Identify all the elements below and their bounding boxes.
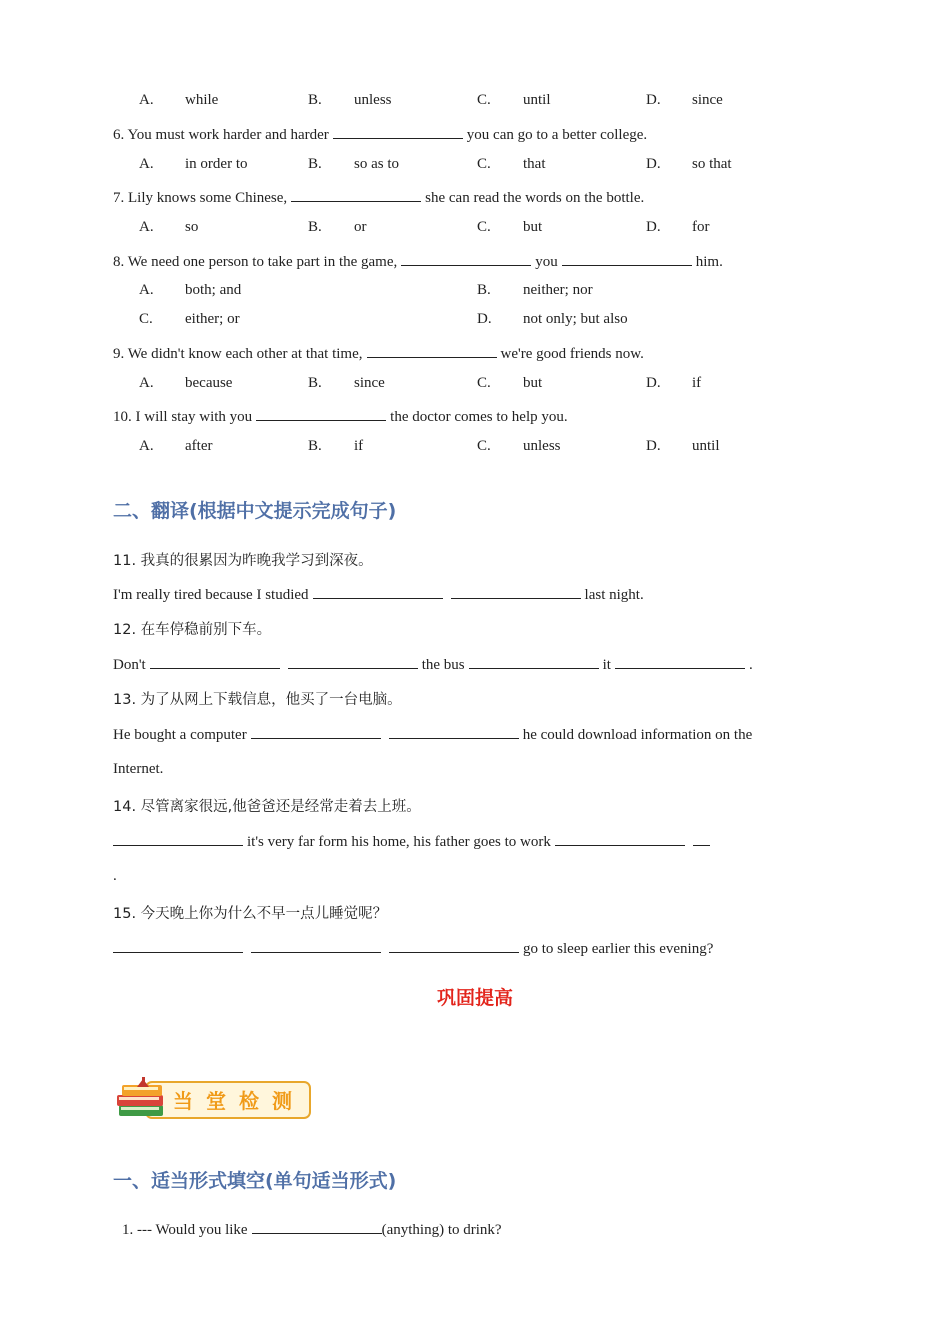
option-letter: D. <box>646 438 661 454</box>
q13-chinese: 13. 为了从网上下载信息，他买了一台电脑。 <box>113 692 402 708</box>
answer-blank[interactable] <box>469 654 599 669</box>
option-text: until <box>523 92 551 108</box>
option-text: but <box>523 375 543 391</box>
q14-english <box>113 831 714 851</box>
option-letter: A. <box>139 375 154 391</box>
answer-blank[interactable] <box>252 1219 382 1234</box>
option-text: until <box>692 438 720 454</box>
q12-chinese: 12. 在车停稳前别下车。 <box>113 622 272 638</box>
section-heading-translation: 二、翻译(根据中文提示完成句子) <box>113 500 397 522</box>
question-7 <box>113 187 644 207</box>
in-class-test-banner <box>113 1075 309 1121</box>
answer-blank[interactable] <box>333 124 463 139</box>
option-letter: B. <box>308 438 322 454</box>
answer-blank[interactable] <box>615 654 745 669</box>
option-letter: B. <box>308 92 322 108</box>
option-text: that <box>523 156 546 172</box>
question-text: 6. You must work harder and harder <box>113 127 329 143</box>
answer-blank[interactable] <box>113 831 243 846</box>
question-8 <box>113 251 723 271</box>
answer-blank[interactable] <box>401 251 531 266</box>
answer-blank[interactable] <box>251 724 381 739</box>
option-text: if <box>354 438 364 454</box>
option-text: because <box>185 375 233 391</box>
question-text: Don't <box>113 657 146 673</box>
question-text: it's very far form his home, his father goes to work <box>247 834 551 850</box>
option-letter: A. <box>139 156 154 172</box>
answer-blank[interactable] <box>291 187 421 202</box>
option-letter: A. <box>139 438 154 454</box>
option-letter: C. <box>477 438 491 454</box>
books-icon <box>113 1075 173 1125</box>
answer-blank[interactable] <box>389 938 519 953</box>
option-letter: A. <box>139 92 154 108</box>
option-text: if <box>692 375 702 391</box>
question-text: He bought a computer <box>113 727 247 743</box>
question-9 <box>113 343 644 363</box>
question-text: 8. We need one person to take part in the game, <box>113 254 398 270</box>
question-text: the doctor comes to help you. <box>390 409 568 425</box>
option-letter: B. <box>308 156 322 172</box>
option-letter: C. <box>477 375 491 391</box>
option-text: not only; but also <box>523 311 628 327</box>
option-text: unless <box>354 92 392 108</box>
answer-blank[interactable] <box>251 938 381 953</box>
answer-blank[interactable] <box>113 938 243 953</box>
answer-blank[interactable] <box>367 343 497 358</box>
answer-blank[interactable] <box>288 654 418 669</box>
option-text: so <box>185 219 199 235</box>
answer-blank[interactable] <box>150 654 280 669</box>
question-text: last night. <box>584 587 644 603</box>
option-letter: C. <box>139 311 153 327</box>
q14-english-end: . <box>113 868 117 884</box>
question-1 <box>122 1219 502 1239</box>
question-text: (anything) to drink? <box>381 1222 502 1238</box>
answer-blank[interactable] <box>562 251 692 266</box>
consolidate-title: 巩固提高 <box>436 987 513 1009</box>
option-letter: D. <box>646 92 661 108</box>
option-letter: B. <box>308 219 322 235</box>
section-heading-fill-in: 一、适当形式填空(单句适当形式) <box>113 1170 397 1192</box>
q13-english-continued: Internet. <box>113 761 164 777</box>
question-text: 10. I will stay with you <box>113 409 253 425</box>
option-letter: B. <box>308 375 322 391</box>
option-text: but <box>523 219 543 235</box>
option-text: neither; nor <box>523 282 593 298</box>
q11-english <box>113 584 644 604</box>
option-text: both; and <box>185 282 242 298</box>
q11-chinese: 11. 我真的很累因为昨晚我学习到深夜。 <box>113 553 373 569</box>
question-text: he could download information on the <box>522 727 753 743</box>
answer-blank[interactable] <box>256 406 386 421</box>
q12-english <box>113 654 753 674</box>
answer-blank[interactable] <box>693 831 710 846</box>
question-text: we're good friends now. <box>500 346 644 362</box>
question-text: she can read the words on the bottle. <box>425 190 645 206</box>
option-letter: D. <box>477 311 492 327</box>
option-text: so as to <box>354 156 399 172</box>
question-text: you <box>535 254 558 270</box>
question-text: 9. We didn't know each other at that time, <box>113 346 363 362</box>
option-text: unless <box>523 438 561 454</box>
question-text: 7. Lily knows some Chinese, <box>113 190 288 206</box>
q13-english <box>113 724 752 744</box>
option-letter: D. <box>646 375 661 391</box>
option-text: or <box>354 219 367 235</box>
question-text: him. <box>695 254 723 270</box>
option-letter: C. <box>477 156 491 172</box>
option-text: since <box>354 375 385 391</box>
q15-chinese: 15. 今天晚上你为什么不早一点儿睡觉呢？ <box>113 906 388 922</box>
q15-english <box>113 938 713 958</box>
option-letter: C. <box>477 92 491 108</box>
question-text: I'm really tired because I studied <box>113 587 309 603</box>
option-text: either; or <box>185 311 240 327</box>
question-text: . <box>748 657 753 673</box>
answer-blank[interactable] <box>389 724 519 739</box>
question-text: the bus <box>421 657 465 673</box>
option-letter: D. <box>646 156 661 172</box>
option-text: while <box>185 92 219 108</box>
option-text: after <box>185 438 213 454</box>
option-letter: D. <box>646 219 661 235</box>
option-text: so that <box>692 156 732 172</box>
option-letter: A. <box>139 282 154 298</box>
option-text: since <box>692 92 723 108</box>
option-letter: A. <box>139 219 154 235</box>
question-text: 1. --- Would you like <box>122 1222 248 1238</box>
option-text: in order to <box>185 156 248 172</box>
question-text: go to sleep earlier this evening? <box>523 941 714 957</box>
answer-blank[interactable] <box>313 584 443 599</box>
question-10 <box>113 406 568 426</box>
option-letter: C. <box>477 219 491 235</box>
banner-text: 当堂检测 <box>173 1089 305 1113</box>
option-text: for <box>692 219 710 235</box>
answer-blank[interactable] <box>451 584 581 599</box>
question-text: you can go to a better college. <box>466 127 648 143</box>
answer-blank[interactable] <box>555 831 685 846</box>
option-letter: B. <box>477 282 491 298</box>
question-text: it <box>602 657 611 673</box>
question-6 <box>113 124 647 144</box>
q14-chinese: 14. 尽管离家很远,他爸爸还是经常走着去上班。 <box>113 799 421 815</box>
